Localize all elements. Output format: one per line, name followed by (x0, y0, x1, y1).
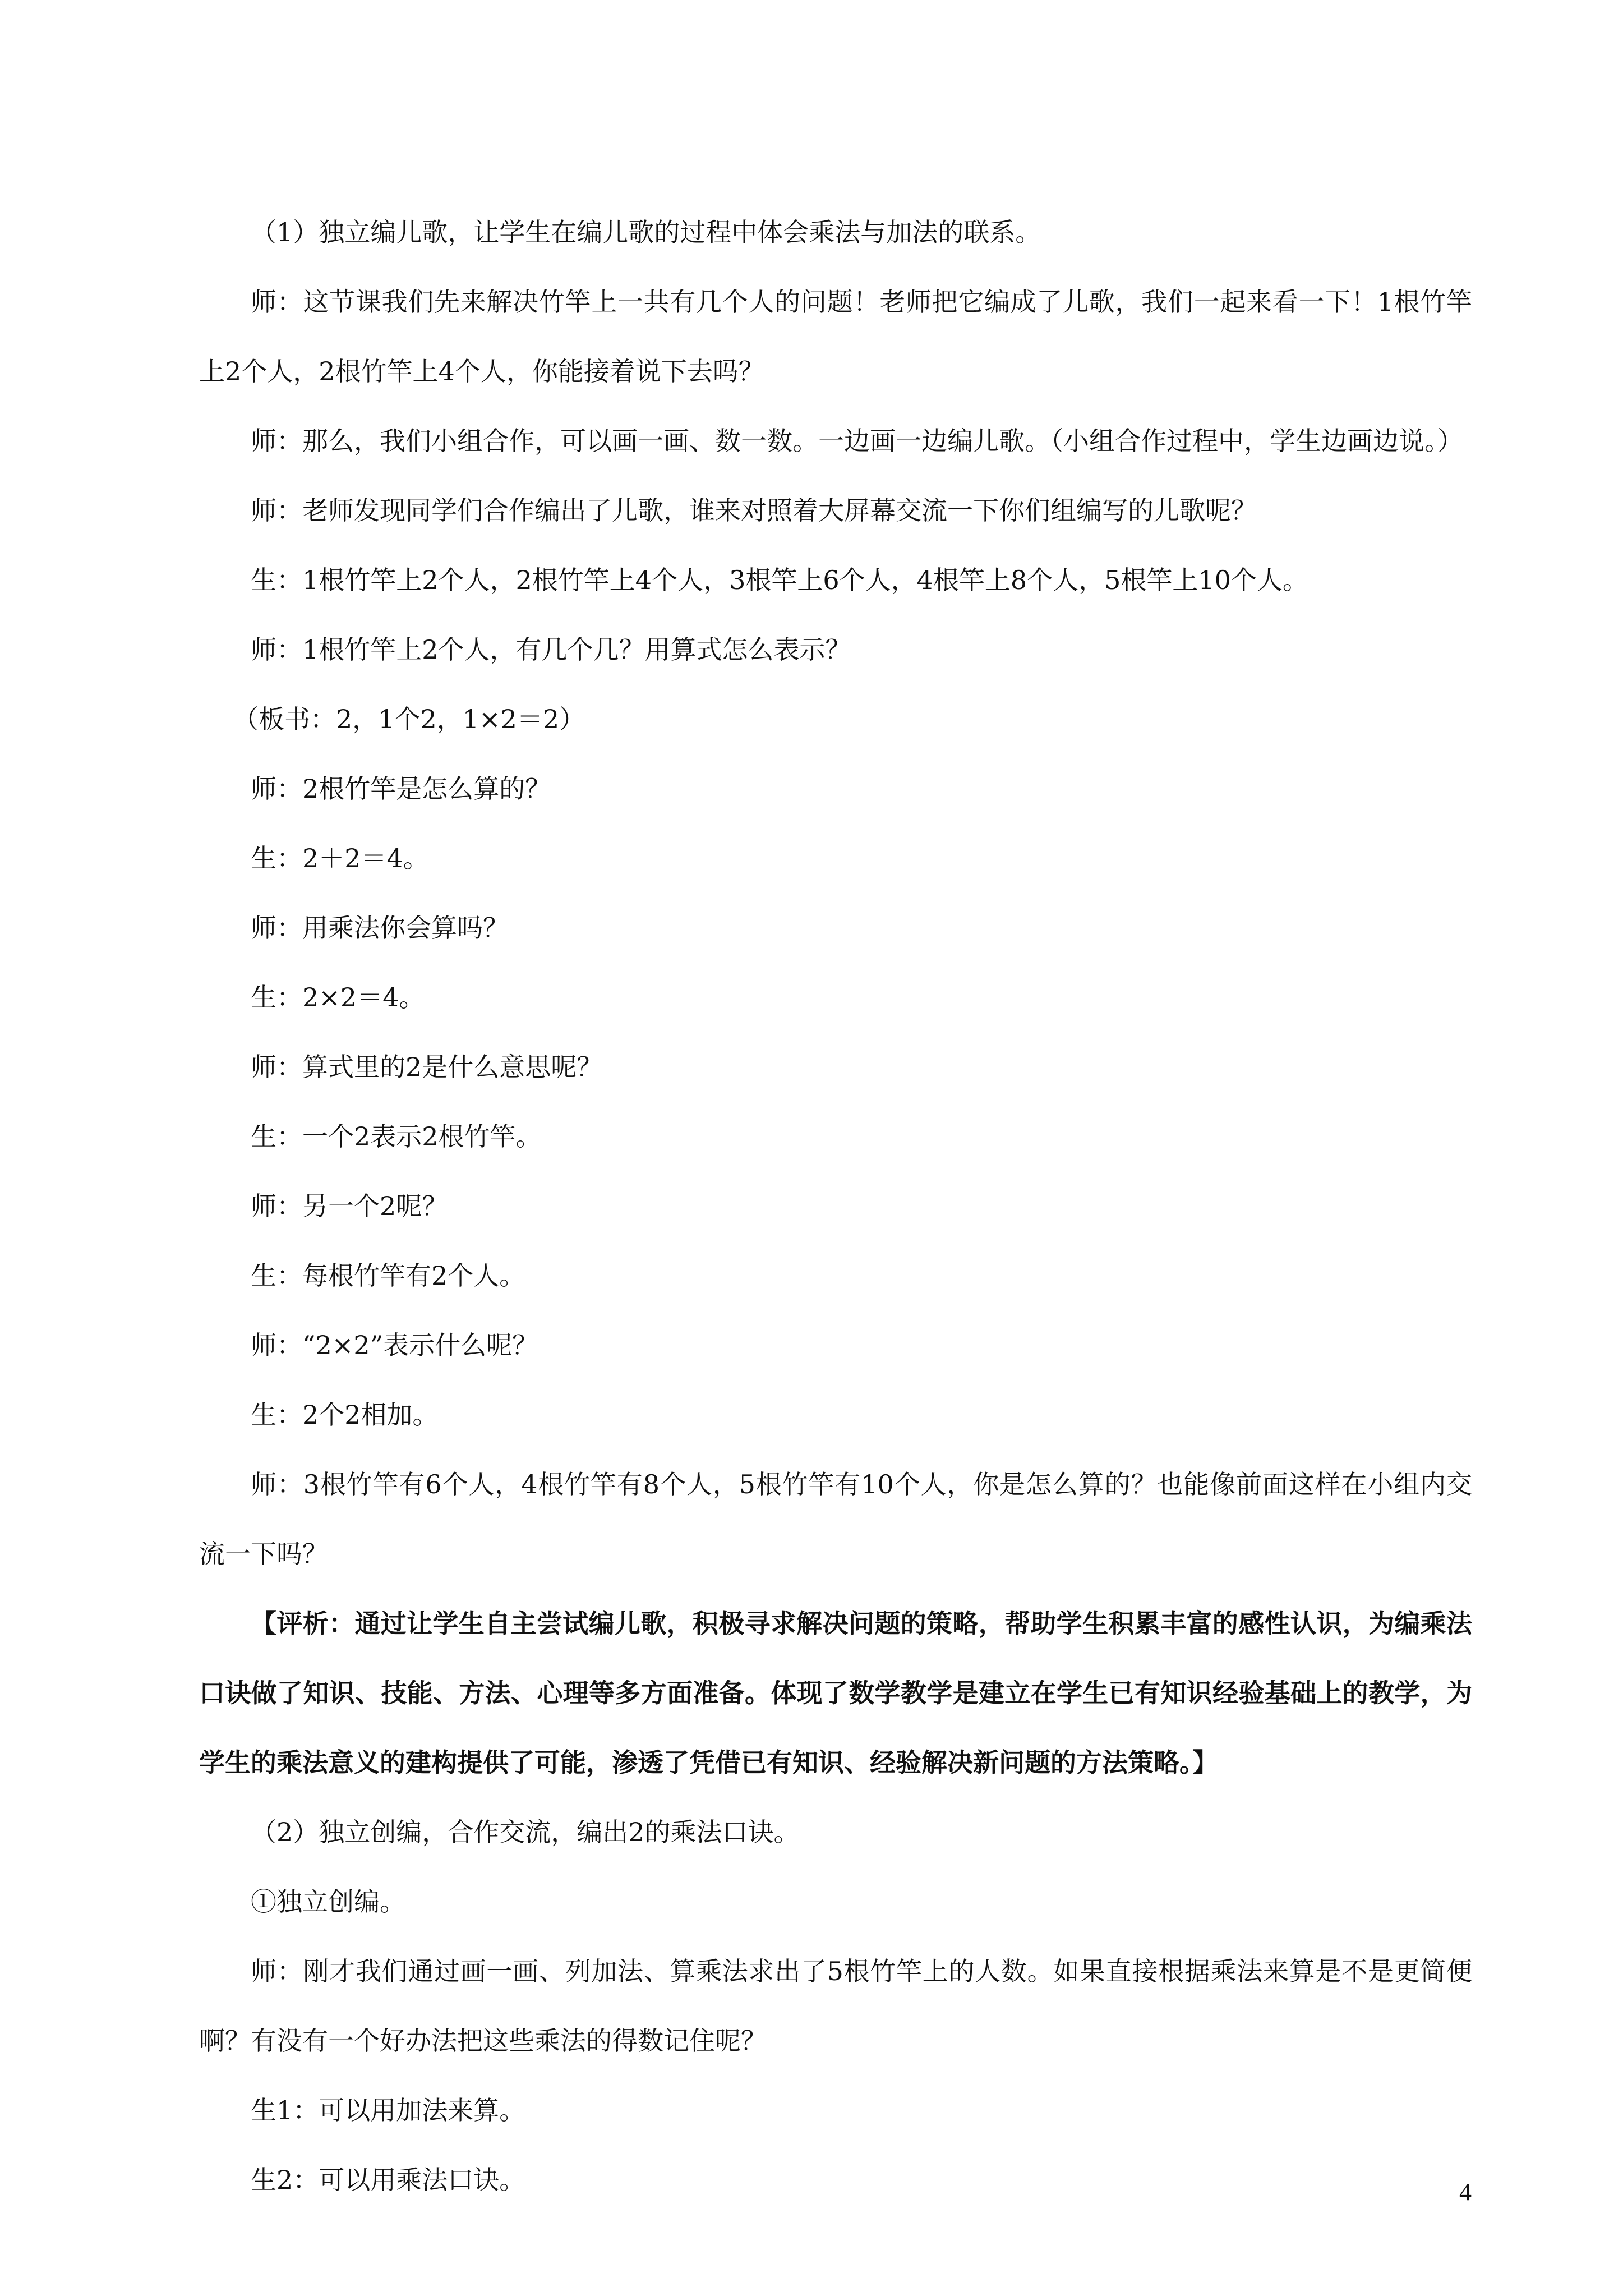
paragraph-student: 生2：可以用乘法口诀。 (251, 2165, 525, 2195)
paragraph-teacher: 师：算式里的2是什么意思呢？ (251, 1052, 603, 1082)
paragraph-teacher: 师：3根竹竿有6个人，4根竹竿有8个人，5根竹竿有10个人，你是怎么算的？也能像前面这样在小组内交流一下吗？ (199, 1469, 1472, 1569)
paragraph-teacher: 师：另一个2呢？ (251, 1191, 448, 1221)
paragraph-section-2-heading: （2）独立创编，合作交流，编出2的乘法口诀。 (251, 1817, 800, 1847)
paragraph-student: 生：1根竹竿上2个人，2根竹竿上4个人，3根竿上6个人，4根竿上8个人，5根竿上10个人。 (251, 565, 1308, 595)
paragraph-teacher: 师：2根竹竿是怎么算的？ (251, 774, 551, 804)
paragraph-teacher: 师：那么，我们小组合作，可以画一画、数一数。一边画一边编儿歌。（小组合作过程中，学生边画边说。） (251, 426, 1463, 456)
paragraph-section-1-heading: （1）独立编儿歌，让学生在编儿歌的过程中体会乘法与加法的联系。 (251, 217, 1041, 247)
paragraph-teacher: 师：老师发现同学们合作编出了儿歌，谁来对照着大屏幕交流一下你们组编写的儿歌呢？ (251, 495, 1257, 526)
paragraph-student: 生：2＋2＝4。 (251, 843, 429, 873)
paragraph-commentary: 【评析：通过让学生自主尝试编儿歌，积极寻求解决问题的策略，帮助学生积累丰富的感性认识，为编乘法口诀做了知识、技能、方法、心理等多方面准备。体现了数学教学是建立在学生已有知识经验基础上的教学，为学生的乘法意义的建构提供了可能，渗透了凭借已有知识、经验解决新问题的方法策略。】 (199, 1608, 1472, 1778)
paragraph-student: 生1：可以用加法来算。 (251, 2095, 525, 2125)
paragraph-subsection-heading: ①独立创编。 (251, 1887, 405, 1917)
document-body (199, 197, 1472, 2215)
paragraph-board-note: （板书：2，1个2，1×2＝2） (233, 704, 585, 734)
paragraph-teacher: 师：用乘法你会算吗？ (251, 913, 509, 943)
paragraph-teacher: 师：“2×2”表示什么呢？ (251, 1330, 538, 1360)
paragraph-student: 生：2个2相加。 (251, 1400, 439, 1430)
paragraph-student: 生：每根竹竿有2个人。 (251, 1260, 525, 1291)
paragraph-student: 生：2×2＝4。 (251, 982, 425, 1013)
paragraph-student: 生：一个2表示2根竹竿。 (251, 1121, 542, 1152)
paragraph-teacher: 师：这节课我们先来解决竹竿上一共有几个人的问题！老师把它编成了儿歌，我们一起来看一下！1根竹竿上2个人，2根竹竿上4个人，你能接着说下去吗？ (199, 287, 1472, 386)
paragraph-teacher: 师：1根竹竿上2个人，有几个几？用算式怎么表示？ (251, 634, 851, 665)
page-number: 4 (1459, 2178, 1472, 2206)
paragraph-teacher: 师：刚才我们通过画一画、列加法、算乘法求出了5根竹竿上的人数。如果直接根据乘法来算是不是更简便啊？有没有一个好办法把这些乘法的得数记住呢？ (199, 1956, 1472, 2056)
